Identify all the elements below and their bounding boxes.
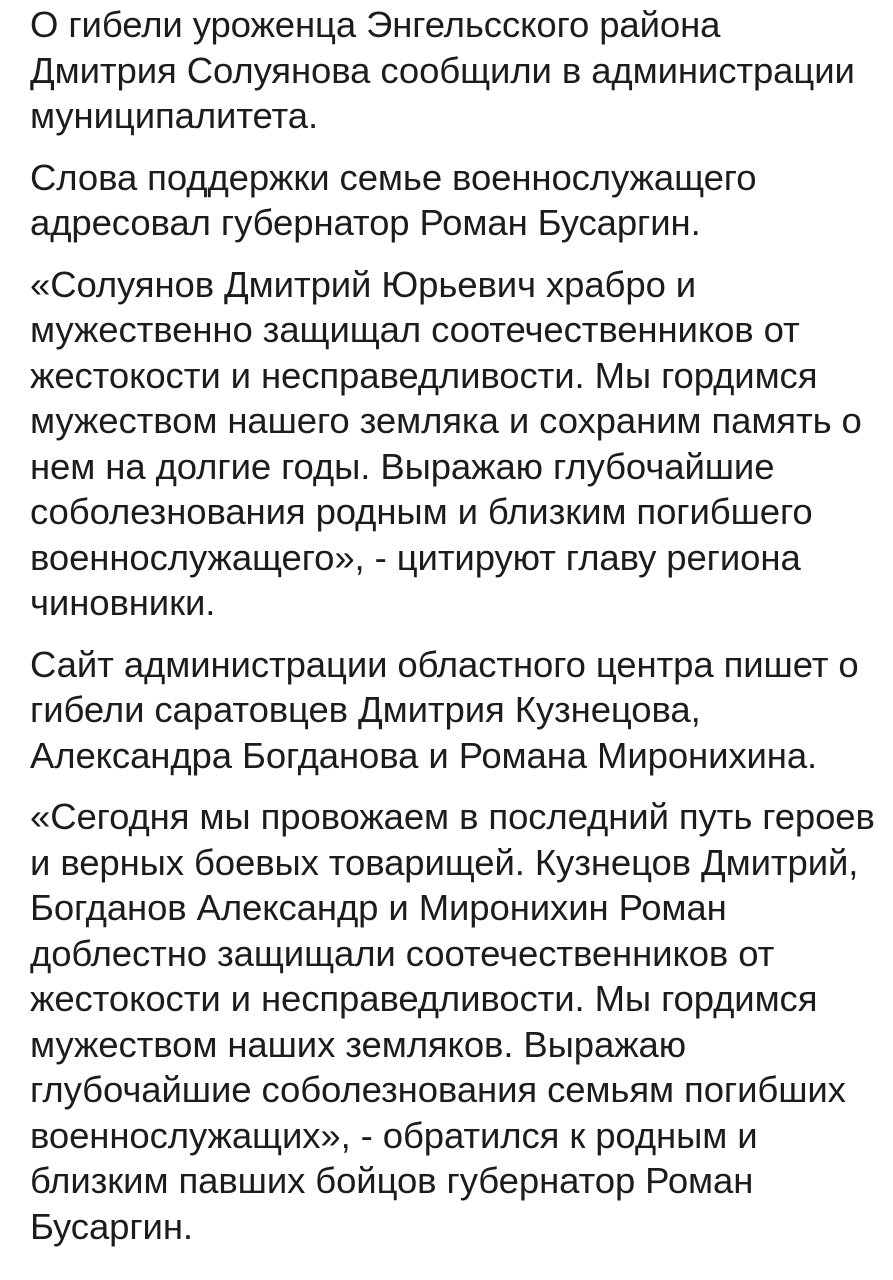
text-line: адресовал губернатор Роман Бусаргин. xyxy=(30,202,701,243)
text-line: жестокости и несправедливости. Мы гордимся xyxy=(30,354,818,396)
text-line: мужеством наших земляков. Выражаю xyxy=(30,1023,686,1065)
text-line: Александра Богданова и Романа Миронихина. xyxy=(30,734,818,776)
text-line: Сайт администрации областного центра пишет о xyxy=(30,643,859,685)
paragraph-3 xyxy=(30,262,875,626)
text-line: и верных боевых товарищей. Кузнецов Дмитрий, xyxy=(30,841,859,883)
text-line: Богданов Александр и Миронихин Роман xyxy=(30,887,727,928)
post-text xyxy=(30,2,875,1265)
text-line: «Сегодня мы провожаем в последний путь героев xyxy=(30,796,875,837)
text-line: «Солуянов Дмитрий Юрьевич храбро и xyxy=(30,263,697,305)
text-line: гибели саратовцев Дмитрия Кузнецова, xyxy=(30,689,701,730)
text-line: муниципалитета. xyxy=(30,95,318,136)
text-line: глубочайшие соболезнования семьям погибших xyxy=(30,1069,846,1110)
text-line: нем на долгие годы. Выражаю глубочайшие xyxy=(30,445,775,487)
text-line: жестокости и несправедливости. Мы гордимся xyxy=(30,978,818,1019)
text-line: доблестно защищали соотечественников от xyxy=(30,932,775,974)
paragraph-5 xyxy=(30,794,875,1249)
paragraph-2 xyxy=(30,155,875,246)
paragraph-4 xyxy=(30,642,875,779)
text-line: близким павших бойцов губернатор Роман xyxy=(30,1160,754,1201)
text-line: мужеством нашего земляка и сохраним память о xyxy=(30,400,862,441)
text-line: соболезнования родным и близким погибшего xyxy=(30,491,813,532)
paragraph-1 xyxy=(30,2,875,139)
text-line: чиновники. xyxy=(30,582,216,623)
text-line: военнослужащего», - цитируют главу региона xyxy=(30,536,801,578)
text-line: мужественно защищал соотечественников от xyxy=(30,309,800,350)
text-line: Дмитрия Солуянова сообщили в администрации xyxy=(30,49,855,91)
text-line: Бусаргин. xyxy=(30,1205,193,1247)
text-line: военнослужащих», - обратился к родным и xyxy=(30,1114,758,1156)
text-line: Слова поддержки семье военнослужащего xyxy=(30,156,757,198)
text-line: О гибели уроженца Энгельсского района xyxy=(30,4,721,45)
